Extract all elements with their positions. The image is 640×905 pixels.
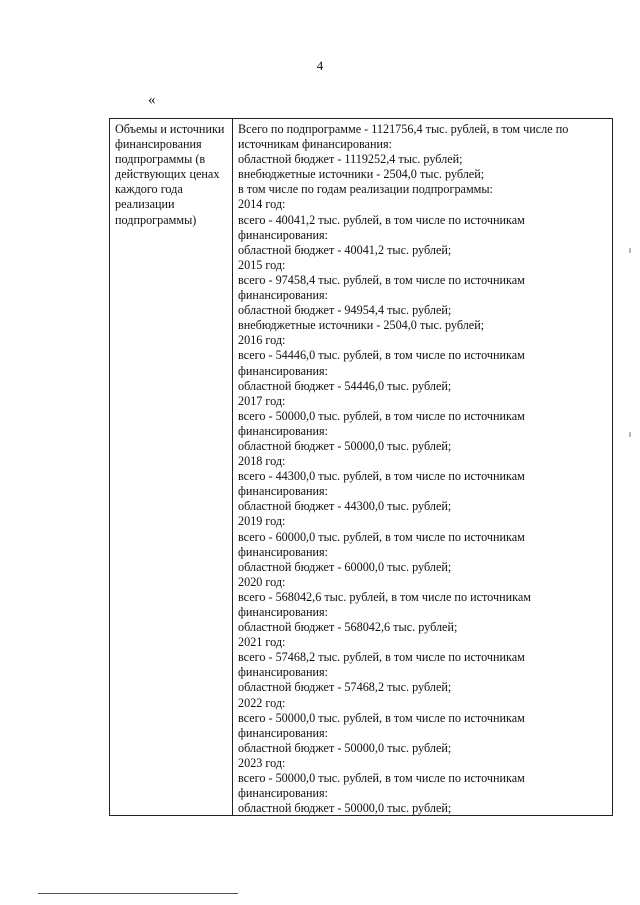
- value-line: 2015 год:: [238, 257, 286, 272]
- value-line: всего - 50000,0 тыс. рублей, в том числе по источникам: [238, 408, 525, 423]
- value-line: всего - 50000,0 тыс. рублей, в том числе по источникам: [238, 771, 525, 786]
- label-line: действующих ценах: [115, 167, 220, 182]
- value-line: финансирования:: [238, 423, 329, 438]
- value-line: 2021 год:: [238, 635, 286, 650]
- scan-mark: [629, 248, 631, 253]
- value-line: областной бюджет - 568042,6 тыс. рублей;: [238, 620, 458, 635]
- value-line: 2023 год:: [238, 755, 286, 770]
- value-line: всего - 44300,0 тыс. рублей, в том числе по источникам: [238, 469, 525, 484]
- footer-rule: [38, 893, 238, 894]
- value-line: в том числе по годам реализации подпрограммы:: [238, 182, 493, 197]
- value-line: финансирования:: [238, 288, 329, 303]
- value-line: всего - 57468,2 тыс. рублей, в том числе по источникам: [238, 650, 525, 665]
- value-line: областной бюджет - 44300,0 тыс. рублей;: [238, 499, 452, 514]
- value-line: всего - 60000,0 тыс. рублей, в том числе по источникам: [238, 529, 525, 544]
- value-line: Всего по подпрограмме - 1121756,4 тыс. рублей, в том числе по: [238, 122, 569, 136]
- value-line: источникам финансирования:: [238, 137, 392, 152]
- label-line: подпрограммы (в: [115, 152, 206, 167]
- value-line: 2014 год:: [238, 197, 286, 212]
- value-line: всего - 568042,6 тыс. рублей, в том числе по источникам: [238, 589, 531, 604]
- label-line: каждого года: [115, 182, 183, 197]
- table-label-cell: [115, 122, 231, 228]
- label-line: финансирования: [115, 137, 202, 152]
- table-value-cell: [238, 122, 610, 816]
- value-line: областной бюджет - 50000,0 тыс. рублей;: [238, 740, 452, 755]
- value-line: финансирования:: [238, 363, 329, 378]
- value-line: всего - 54446,0 тыс. рублей, в том числе по источникам: [238, 348, 525, 363]
- value-line: финансирования:: [238, 227, 329, 242]
- financing-table: [109, 118, 613, 816]
- value-line: 2017 год:: [238, 393, 286, 408]
- value-line: финансирования:: [238, 605, 329, 619]
- value-line: областной бюджет - 40041,2 тыс. рублей;: [238, 242, 452, 257]
- column-divider: [232, 119, 233, 815]
- value-line: 2022 год:: [238, 695, 286, 710]
- label-line: Объемы и источники: [115, 122, 225, 136]
- value-line: областной бюджет - 57468,2 тыс. рублей;: [238, 680, 452, 695]
- value-line: финансирования:: [238, 544, 329, 559]
- value-line: 2018 год:: [238, 454, 286, 469]
- value-line: 2016 год:: [238, 333, 286, 348]
- value-line: всего - 40041,2 тыс. рублей, в том числе по источникам: [238, 212, 525, 227]
- value-line: 2019 год:: [238, 514, 286, 529]
- page-number: 4: [316, 58, 324, 73]
- value-line: финансирования:: [238, 786, 329, 801]
- value-line: внебюджетные источники - 2504,0 тыс. рублей;: [238, 167, 485, 182]
- value-line: областной бюджет - 60000,0 тыс. рублей;: [238, 559, 452, 574]
- value-line: всего - 50000,0 тыс. рублей, в том числе по источникам: [238, 710, 525, 725]
- value-line: 2020 год:: [238, 574, 286, 589]
- value-line: всего - 97458,4 тыс. рублей, в том числе по источникам: [238, 272, 525, 287]
- value-line: областной бюджет - 54446,0 тыс. рублей;: [238, 378, 452, 393]
- value-line: областной бюджет - 50000,0 тыс. рублей;: [238, 801, 452, 816]
- scan-mark: [629, 432, 631, 437]
- label-line: подпрограммы): [115, 212, 197, 227]
- value-line: областной бюджет - 1119252,4 тыс. рублей;: [238, 152, 463, 167]
- value-line: областной бюджет - 50000,0 тыс. рублей;: [238, 438, 452, 453]
- label-line: реализации: [115, 197, 175, 212]
- value-line: внебюджетные источники - 2504,0 тыс. рублей;: [238, 318, 485, 333]
- value-line: областной бюджет - 94954,4 тыс. рублей;: [238, 303, 452, 318]
- value-line: финансирования:: [238, 484, 329, 499]
- opening-quote: «: [148, 92, 156, 108]
- value-line: финансирования:: [238, 665, 329, 680]
- value-line: финансирования:: [238, 725, 329, 740]
